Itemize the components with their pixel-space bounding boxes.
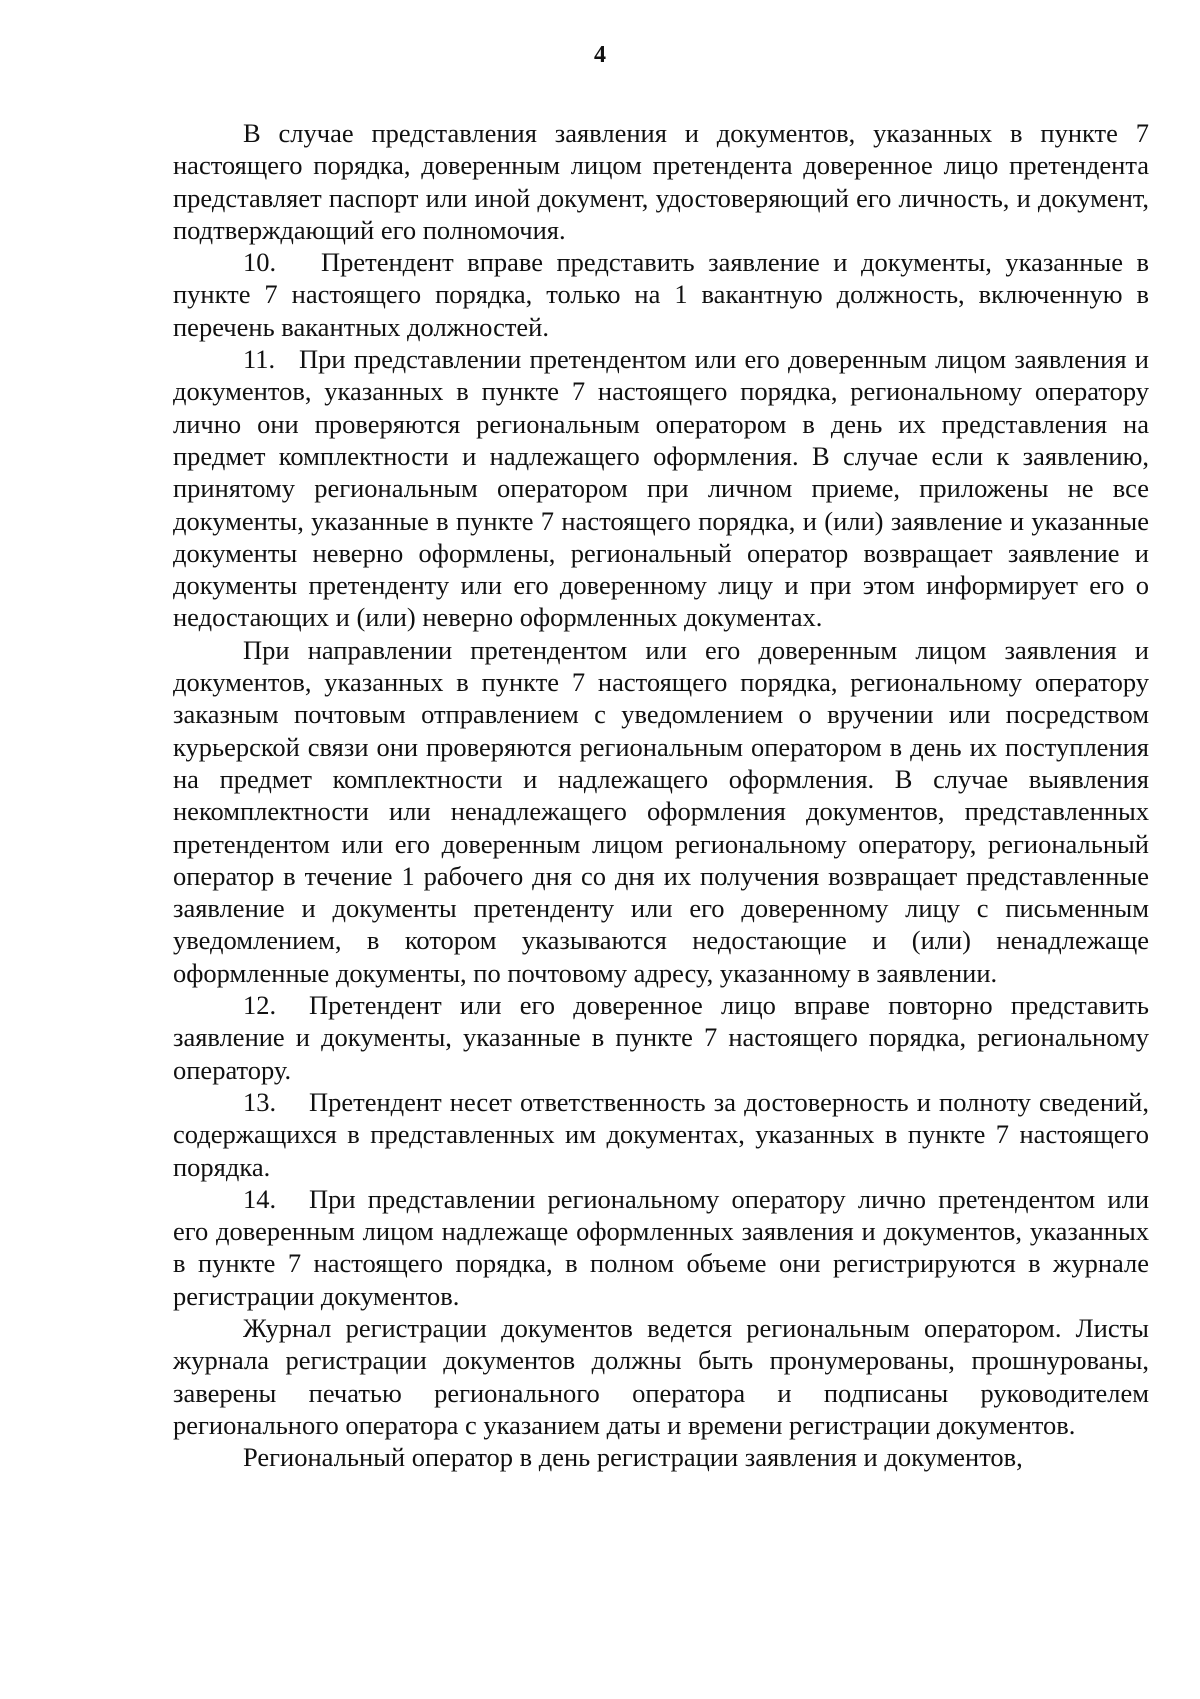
- paragraph: [173, 634, 1149, 989]
- paragraph-text: Претендент несет ответственность за достоверность и полноту сведений, содержащихся в представленных им документах, указанных в пункте 7 настоящего порядка.: [173, 1086, 1149, 1182]
- document-body: [173, 117, 1149, 1473]
- paragraph-text: Претендент или его доверенное лицо вправе повторно представить заявление и документы, указанные в пункте 7 настоящего порядка, региональному оператору.: [173, 990, 1149, 1085]
- paragraph-text: Региональный оператор в день регистрации заявления и документов,: [243, 1442, 1023, 1473]
- paragraph: [173, 1441, 1149, 1473]
- clause-number: 14.: [243, 1183, 277, 1214]
- clause-number: 11.: [243, 344, 276, 375]
- page-number: 4: [594, 42, 606, 68]
- paragraph-text: При представлении региональному оператору лично претендентом или его доверенным лицом надлежаще оформленных заявления и документов, указанных в пункте 7 настоящего порядка, в полном объеме они регистрируются в журнале регистрации документов.: [173, 1183, 1149, 1311]
- paragraph-text: Претендент вправе представить заявление и документы, указанные в пункте 7 настоящего порядка, только на 1 вакантную должность, включенную в перечень вакантных должностей.: [173, 247, 1149, 342]
- paragraph-13: [173, 1086, 1149, 1183]
- paragraph-10: [173, 246, 1149, 343]
- paragraph: [173, 117, 1149, 246]
- paragraph-text: При представлении претендентом или его доверенным лицом заявления и документов, указанных в пункте 7 настоящего порядка, региональному оператору лично они проверяются региональным оператором в день их представления на предмет комплектности и надлежащего оформления. В случае если к заявлению, принятому региональным оператором при личном приеме, приложены не все документы, указанные в пункте 7 настоящего порядка, и (или) заявление и указанные документы неверно оформлены, региональный оператор возвращает заявление и документы претенденту или его доверенному лицу и при этом информирует его о недостающих и (или) неверно оформленных документах.: [173, 344, 1149, 633]
- paragraph-11: [173, 343, 1149, 634]
- paragraph-14: [173, 1183, 1149, 1312]
- clause-number: 10.: [243, 247, 277, 278]
- clause-number: 12.: [243, 990, 277, 1021]
- clause-number: 13.: [243, 1086, 277, 1117]
- paragraph: [173, 1312, 1149, 1441]
- paragraph-text: Журнал регистрации документов ведется региональным оператором. Листы журнала регистрации документов должны быть пронумерованы, прошнурованы, заверены печатью регионального оператора и подписаны руководителем регионального оператора с указанием даты и времени регистрации документов.: [173, 1312, 1149, 1440]
- paragraph-text: При направлении претендентом или его доверенным лицом заявления и документов, указанных в пункте 7 настоящего порядка, региональному оператору заказным почтовым отправлением с уведомлением о вручении или посредством курьерской связи они проверяются региональным оператором в день их поступления на предмет комплектности и надлежащего оформления. В случае выявления некомплектности или ненадлежащего оформления документов, представленных претендентом или его доверенным лицом региональному оператору, региональный оператор в течение 1 рабочего дня со дня их получения возвращает представленные заявление и документы претенденту или его доверенному лицу с письменным уведомлением, в котором указываются недостающие и (или) ненадлежаще оформленные документы, по почтовому адресу, указанному в заявлении.: [173, 634, 1149, 988]
- paragraph-12: [173, 989, 1149, 1086]
- paragraph-text: В случае представления заявления и документов, указанных в пункте 7 настоящего порядка, доверенным лицом претендента доверенное лицо претендента представляет паспорт или иной документ, удостоверяющий его личность, и документ, подтверждающий его полномочия.: [173, 118, 1149, 245]
